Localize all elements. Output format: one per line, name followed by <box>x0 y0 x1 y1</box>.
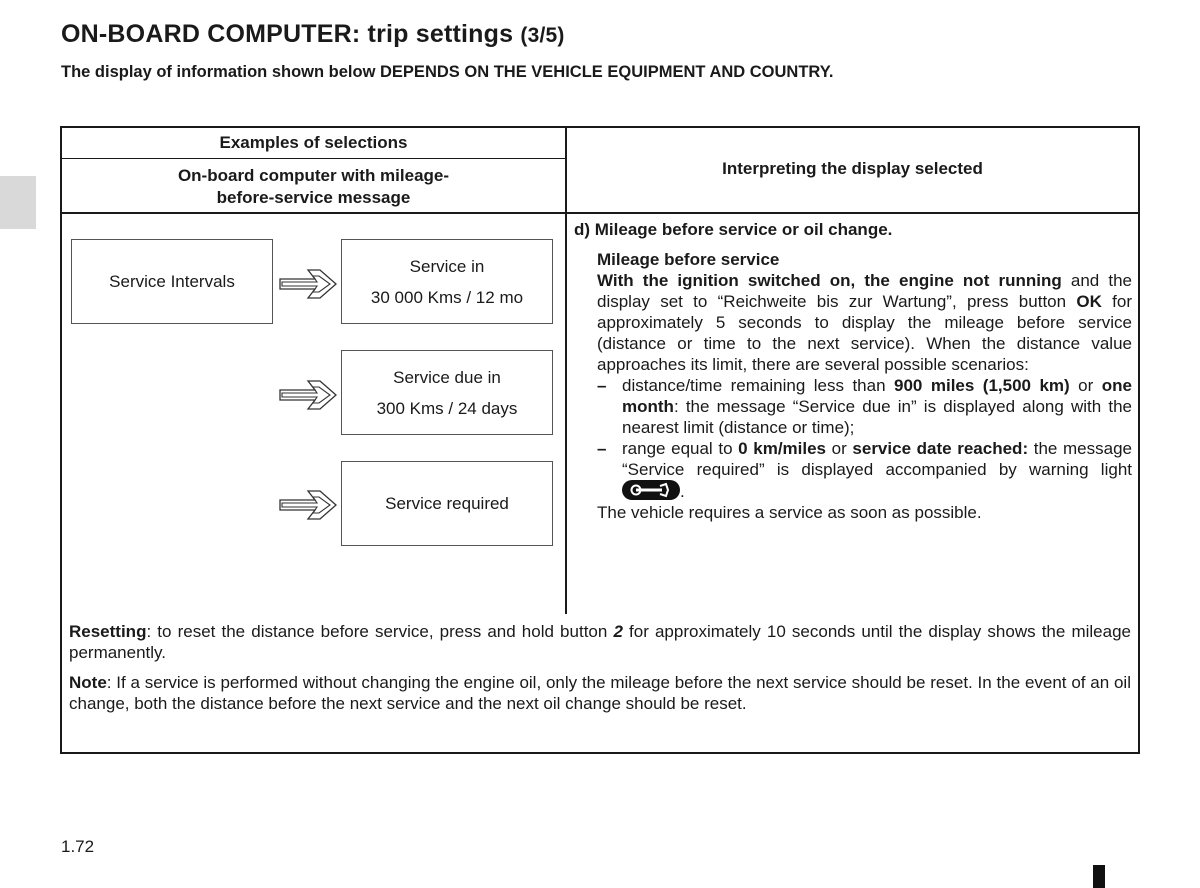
display-service-due-in <box>341 350 553 435</box>
bold-text: Resetting <box>69 622 147 641</box>
oil-change-note <box>69 672 1131 714</box>
text: for approximately 10 seconds until the display shows the mileage permanently. <box>69 622 1131 662</box>
double-outline-arrow-icon <box>279 267 337 301</box>
equipment-notice: The display of information shown below DEPENDS ON THE VEHICLE EQUIPMENT AND COUNTRY. <box>61 63 834 81</box>
interpretation-body <box>574 249 1132 523</box>
text: or <box>826 439 853 458</box>
page-title-text: ON-BOARD COMPUTER: trip settings <box>61 20 514 48</box>
page-title-part: (3/5) <box>520 24 565 47</box>
interpretation-final: The vehicle requires a service as soon as possible. <box>597 503 982 522</box>
button-number: 2 <box>613 622 623 641</box>
resetting-note <box>69 621 1131 663</box>
display-service-required <box>341 461 553 546</box>
interpretation-subheading: Mileage before service <box>597 250 780 269</box>
bold-text: 900 miles (1,500 km) <box>894 376 1070 395</box>
bold-text: service date reached: <box>852 439 1029 458</box>
ok-button-label: OK <box>1076 292 1102 311</box>
text: and the display set to “Reichweite bis zur Wartung”, press button <box>597 271 1132 311</box>
page-title <box>61 20 565 49</box>
header-onboard-computer <box>62 165 565 209</box>
double-outline-arrow-icon <box>279 378 337 412</box>
text: range equal to <box>622 439 739 458</box>
page-corner-mark <box>1093 865 1105 888</box>
bold-text: With the ignition switched on, the engine not running <box>597 271 1062 290</box>
text: for approximately 5 seconds to display the mileage before service (distance or time to the next service). When the distance value approaches its limit, there are several possible scenarios: <box>597 292 1133 374</box>
display-line: 30 000 Kms / 12 mo <box>370 287 524 307</box>
page-number: 1.72 <box>61 837 95 856</box>
selection-table <box>60 126 1140 754</box>
bold-text: Note <box>69 673 107 692</box>
double-outline-arrow-icon <box>279 488 337 522</box>
display-line: Service due in <box>393 367 501 387</box>
table-divider <box>62 212 1138 214</box>
header-obc-line1: On-board computer with mileage- <box>177 166 450 185</box>
interpretation-paragraph <box>597 270 1132 375</box>
interpretation-heading: d) Mileage before service or oil change. <box>574 220 893 239</box>
header-interpreting: Interpreting the display selected <box>722 159 983 178</box>
header-obc-line2: before-service message <box>216 188 411 207</box>
display-line: Service in <box>409 256 485 276</box>
bold-text: one month <box>622 376 1132 416</box>
section-side-tab <box>0 176 36 229</box>
bold-text: 0 km/miles <box>738 439 827 458</box>
list-item <box>597 438 1132 502</box>
text: . <box>680 482 685 501</box>
display-service-intervals <box>71 239 273 324</box>
display-service-in <box>341 239 553 324</box>
text: distance/time remaining less than <box>622 376 895 395</box>
list-item <box>597 375 1132 438</box>
list-item-text <box>622 438 1132 502</box>
header-examples: Examples of selections <box>219 133 408 152</box>
interpretation-text <box>574 219 1132 523</box>
table-column-divider <box>565 128 567 614</box>
text: : to reset the distance before service, press and hold button <box>146 622 614 641</box>
list-dash: – <box>597 439 607 458</box>
wrench-warning-light-icon <box>622 480 680 500</box>
text: or <box>1069 376 1102 395</box>
table-divider <box>62 158 565 159</box>
text: : If a service is performed without changing the engine oil, only the mileage before the next service should be reset. In the event of an oil change, both the distance before the next service and the next oil change should be reset. <box>69 673 1131 713</box>
text: the message “Service required” is displayed accompanied by warning light <box>622 439 1132 479</box>
display-line: 300 Kms / 24 days <box>376 398 518 418</box>
text: : the message “Service due in” is displayed along with the nearest limit (distance or time); <box>622 397 1132 437</box>
display-label: Service required <box>385 494 509 513</box>
footer-notes <box>69 621 1131 723</box>
display-label: Service Intervals <box>109 272 235 291</box>
list-dash: – <box>597 376 607 395</box>
list-item-text <box>622 375 1132 438</box>
